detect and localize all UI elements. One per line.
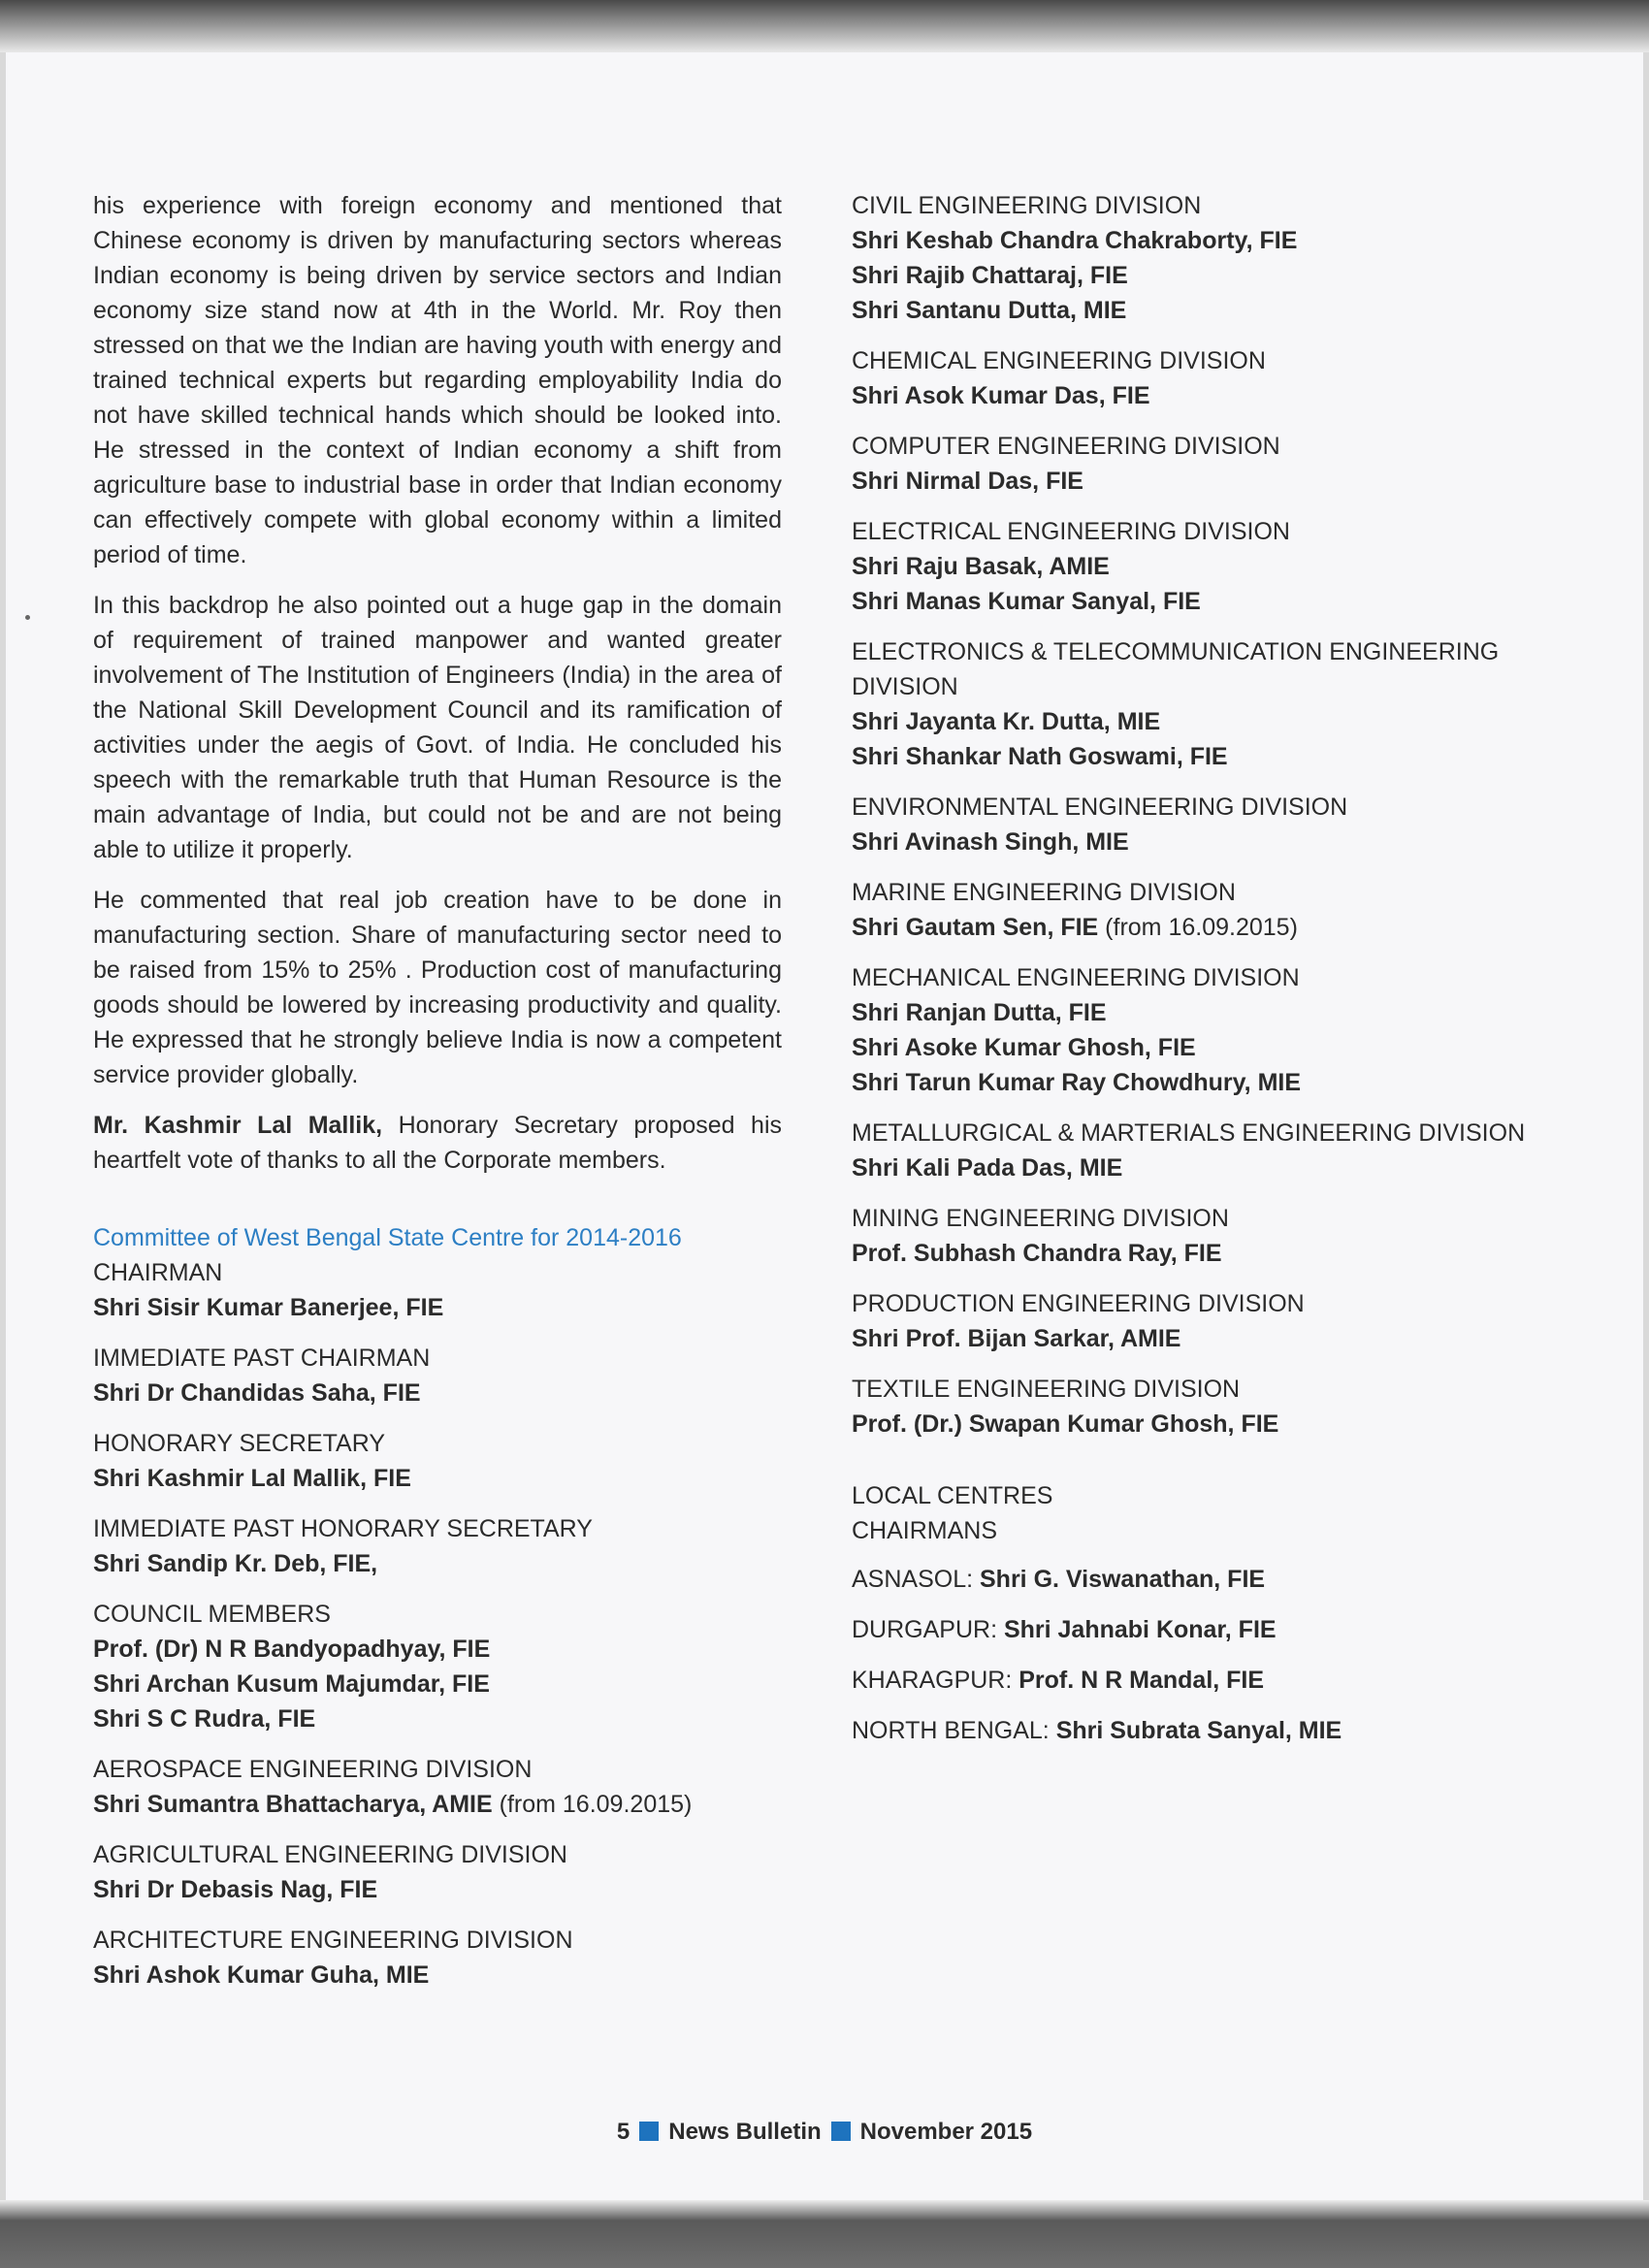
division-label: IMMEDIATE PAST HONORARY SECRETARY <box>93 1515 593 1542</box>
division-label: ELECTRICAL ENGINEERING DIVISION <box>852 518 1290 545</box>
member-row <box>852 464 1569 499</box>
committee-group <box>852 1286 1569 1356</box>
division-label: COUNCIL MEMBERS <box>93 1601 331 1628</box>
member-name: Shri Manas Kumar Sanyal, FIE <box>852 588 1201 615</box>
member-row <box>852 910 1569 945</box>
member-name: Shri Ranjan Dutta, FIE <box>852 999 1107 1026</box>
committee-group <box>852 875 1569 945</box>
member-note: (from 16.09.2015) <box>1098 914 1298 941</box>
member-name: Shri Santanu Dutta, MIE <box>852 297 1127 324</box>
paragraph: his experience with foreign economy and mentioned that Chinese economy is driven by manufacturing sectors whereas Indian economy is being driven by service sectors and Indian economy size stand now at 4th in the World. Mr. Roy then stressed on that we the Indian are having youth with energy and trained technical experts but regarding employability India do not have skilled technical hands which should be looked into. He stressed in the context of Indian economy a shift from agriculture base to industrial base in order that Indian economy can effectively compete with global economy within a limited period of time. <box>93 192 782 568</box>
local-centres-heading: LOCAL CENTRES <box>852 1482 1053 1509</box>
bulletin-page <box>6 52 1643 2200</box>
member-name: Shri Shankar Nath Goswami, FIE <box>852 743 1228 770</box>
division-label: CIVIL ENGINEERING DIVISION <box>852 192 1202 219</box>
committee-group <box>93 1255 782 1325</box>
division-label: AGRICULTURAL ENGINEERING DIVISION <box>93 1841 567 1868</box>
member-name: Shri Kali Pada Das, MIE <box>852 1154 1123 1182</box>
member-row <box>93 1632 782 1667</box>
committee-group <box>852 634 1569 774</box>
member-name: Shri Sumantra Bhattacharya, AMIE <box>93 1791 493 1818</box>
local-centres-subheading: CHAIRMANS <box>852 1517 998 1544</box>
division-label: IMMEDIATE PAST CHAIRMAN <box>93 1345 431 1372</box>
member-row <box>93 1872 782 1907</box>
committee-group <box>852 188 1569 328</box>
member-name: Shri Rajib Chattaraj, FIE <box>852 262 1128 289</box>
committee-heading: Committee of West Bengal State Centre for 2014-2016 <box>93 1224 682 1251</box>
member-name: Shri Asoke Kumar Ghosh, FIE <box>852 1034 1196 1061</box>
member-row <box>852 223 1569 258</box>
centre-place: DURGAPUR: <box>852 1616 998 1643</box>
centre-chairman: Shri Subrata Sanyal, MIE <box>1049 1717 1342 1744</box>
local-centre-row <box>852 1713 1569 1748</box>
committee-group <box>852 343 1569 413</box>
member-row <box>852 1065 1569 1100</box>
committee-group <box>852 1116 1569 1185</box>
member-name: Shri Avinash Singh, MIE <box>852 828 1129 856</box>
division-label: HONORARY SECRETARY <box>93 1430 386 1457</box>
member-row <box>852 1321 1569 1356</box>
local-centre-row <box>852 1562 1569 1597</box>
committee-group <box>93 1923 782 1993</box>
member-row <box>93 1787 782 1822</box>
centre-chairman: Shri G. Viswanathan, FIE <box>973 1566 1266 1593</box>
member-row <box>852 704 1569 739</box>
division-label: AEROSPACE ENGINEERING DIVISION <box>93 1756 533 1783</box>
vote-of-thanks <box>93 1108 782 1178</box>
member-name: Shri Jayanta Kr. Dutta, MIE <box>852 708 1161 735</box>
left-column <box>93 188 782 2008</box>
member-row <box>852 1407 1569 1442</box>
local-centre-row <box>852 1663 1569 1698</box>
member-name: Shri Ashok Kumar Guha, MIE <box>93 1961 430 1989</box>
thanks-name: Mr. Kashmir Lal Mallik, <box>93 1112 383 1139</box>
committee-group <box>93 1837 782 1907</box>
member-name: Shri Nirmal Das, FIE <box>852 468 1083 495</box>
division-label: PRODUCTION ENGINEERING DIVISION <box>852 1290 1305 1317</box>
member-name: Shri Archan Kusum Majumdar, FIE <box>93 1670 490 1698</box>
member-row <box>852 739 1569 774</box>
issue-date: November 2015 <box>859 2119 1033 2145</box>
member-row <box>93 1461 782 1496</box>
member-name: Shri Dr Chandidas Saha, FIE <box>93 1379 421 1407</box>
division-label: METALLURGICAL & MARTERIALS ENGINEERING DIVISION <box>852 1119 1526 1147</box>
article-body <box>93 188 782 1092</box>
stray-mark <box>25 615 30 620</box>
member-name: Prof. (Dr) N R Bandyopadhyay, FIE <box>93 1636 491 1663</box>
member-name: Shri Prof. Bijan Sarkar, AMIE <box>852 1325 1181 1352</box>
division-label: COMPUTER ENGINEERING DIVISION <box>852 433 1280 460</box>
committee-group <box>852 1372 1569 1442</box>
division-label: MINING ENGINEERING DIVISION <box>852 1205 1229 1232</box>
committee-group <box>93 1752 782 1822</box>
square-bullet-icon <box>831 2122 851 2141</box>
division-label: ELECTRONICS & TELECOMMUNICATION ENGINEERING DIVISION <box>852 638 1500 700</box>
member-name: Prof. Subhash Chandra Ray, FIE <box>852 1240 1222 1267</box>
committee-list-left <box>93 1255 782 1993</box>
centre-place: KHARAGPUR: <box>852 1667 1013 1694</box>
member-name: Shri S C Rudra, FIE <box>93 1705 316 1733</box>
member-row <box>93 1376 782 1410</box>
square-bullet-icon <box>639 2122 659 2141</box>
committee-group <box>852 960 1569 1100</box>
committee-group <box>852 429 1569 499</box>
member-row <box>852 1150 1569 1185</box>
committee-group <box>93 1511 782 1581</box>
local-centre-row <box>852 1612 1569 1647</box>
committee-group <box>852 514 1569 619</box>
scan-border-top <box>0 0 1649 52</box>
member-name: Shri Sisir Kumar Banerjee, FIE <box>93 1294 444 1321</box>
committee-group <box>93 1426 782 1496</box>
member-name: Shri Raju Basak, AMIE <box>852 553 1110 580</box>
centre-place: ASNASOL: <box>852 1566 974 1593</box>
right-column <box>852 188 1569 1764</box>
division-label: CHEMICAL ENGINEERING DIVISION <box>852 347 1266 374</box>
paragraph: In this backdrop he also pointed out a huge gap in the domain of requirement of trained manpower and wanted greater involvement of The Institution of Engineers (India) in the area of the National Skill Development Council and its ramification of activities under the aegis of Govt. of India. He concluded his speech with the remarkable truth that Human Resource is the main advantage of India, but could not be and are not being able to utilize it properly. <box>93 592 782 863</box>
paragraph: He commented that real job creation have to be done in manufacturing section. Share of manufacturing sector need to be raised from 15% to 25% . Production cost of manufacturing goods should be lowered by increasing productivity and quality. He expressed that he strongly believe India is now a competent service provider globally. <box>93 887 782 1088</box>
committee-group <box>852 790 1569 859</box>
committee-group <box>852 1201 1569 1271</box>
member-row <box>93 1546 782 1581</box>
member-row <box>93 1701 782 1736</box>
division-label: CHAIRMAN <box>93 1259 223 1286</box>
publication-name: News Bulletin <box>668 2119 822 2145</box>
member-row <box>852 258 1569 293</box>
scan-border-bottom <box>0 2200 1649 2268</box>
member-row <box>93 1958 782 1993</box>
division-label: MARINE ENGINEERING DIVISION <box>852 879 1236 906</box>
member-row <box>93 1290 782 1325</box>
centre-place: NORTH BENGAL: <box>852 1717 1050 1744</box>
centre-chairman: Shri Jahnabi Konar, FIE <box>997 1616 1277 1643</box>
member-row <box>93 1667 782 1701</box>
committee-list-right <box>852 188 1569 1442</box>
member-name: Shri Tarun Kumar Ray Chowdhury, MIE <box>852 1069 1302 1096</box>
member-row <box>852 584 1569 619</box>
member-name: Shri Gautam Sen, FIE <box>852 914 1099 941</box>
centre-chairman: Prof. N R Mandal, FIE <box>1012 1667 1265 1694</box>
member-name: Shri Dr Debasis Nag, FIE <box>93 1876 378 1903</box>
member-name: Shri Kashmir Lal Mallik, FIE <box>93 1465 411 1492</box>
member-note: (from 16.09.2015) <box>492 1791 693 1818</box>
division-label: TEXTILE ENGINEERING DIVISION <box>852 1376 1241 1403</box>
page-footer <box>6 2119 1643 2146</box>
division-label: ARCHITECTURE ENGINEERING DIVISION <box>93 1927 573 1954</box>
member-row <box>852 378 1569 413</box>
thanks-text: Honorary Secretary proposed his heartfelt vote of thanks to all the Corporate members. <box>93 1112 782 1174</box>
member-row <box>852 825 1569 859</box>
member-row <box>852 1030 1569 1065</box>
committee-group <box>93 1341 782 1410</box>
local-centres-list <box>852 1562 1569 1748</box>
member-name: Shri Keshab Chandra Chakraborty, FIE <box>852 227 1298 254</box>
member-row <box>852 995 1569 1030</box>
division-label: MECHANICAL ENGINEERING DIVISION <box>852 964 1300 991</box>
division-label: ENVIRONMENTAL ENGINEERING DIVISION <box>852 794 1348 821</box>
member-row <box>852 293 1569 328</box>
member-name: Shri Asok Kumar Das, FIE <box>852 382 1150 409</box>
member-row <box>852 549 1569 584</box>
committee-group <box>93 1597 782 1736</box>
member-name: Prof. (Dr.) Swapan Kumar Ghosh, FIE <box>852 1410 1279 1438</box>
member-row <box>852 1236 1569 1271</box>
page-number: 5 <box>616 2119 630 2145</box>
member-name: Shri Sandip Kr. Deb, FIE, <box>93 1550 378 1577</box>
